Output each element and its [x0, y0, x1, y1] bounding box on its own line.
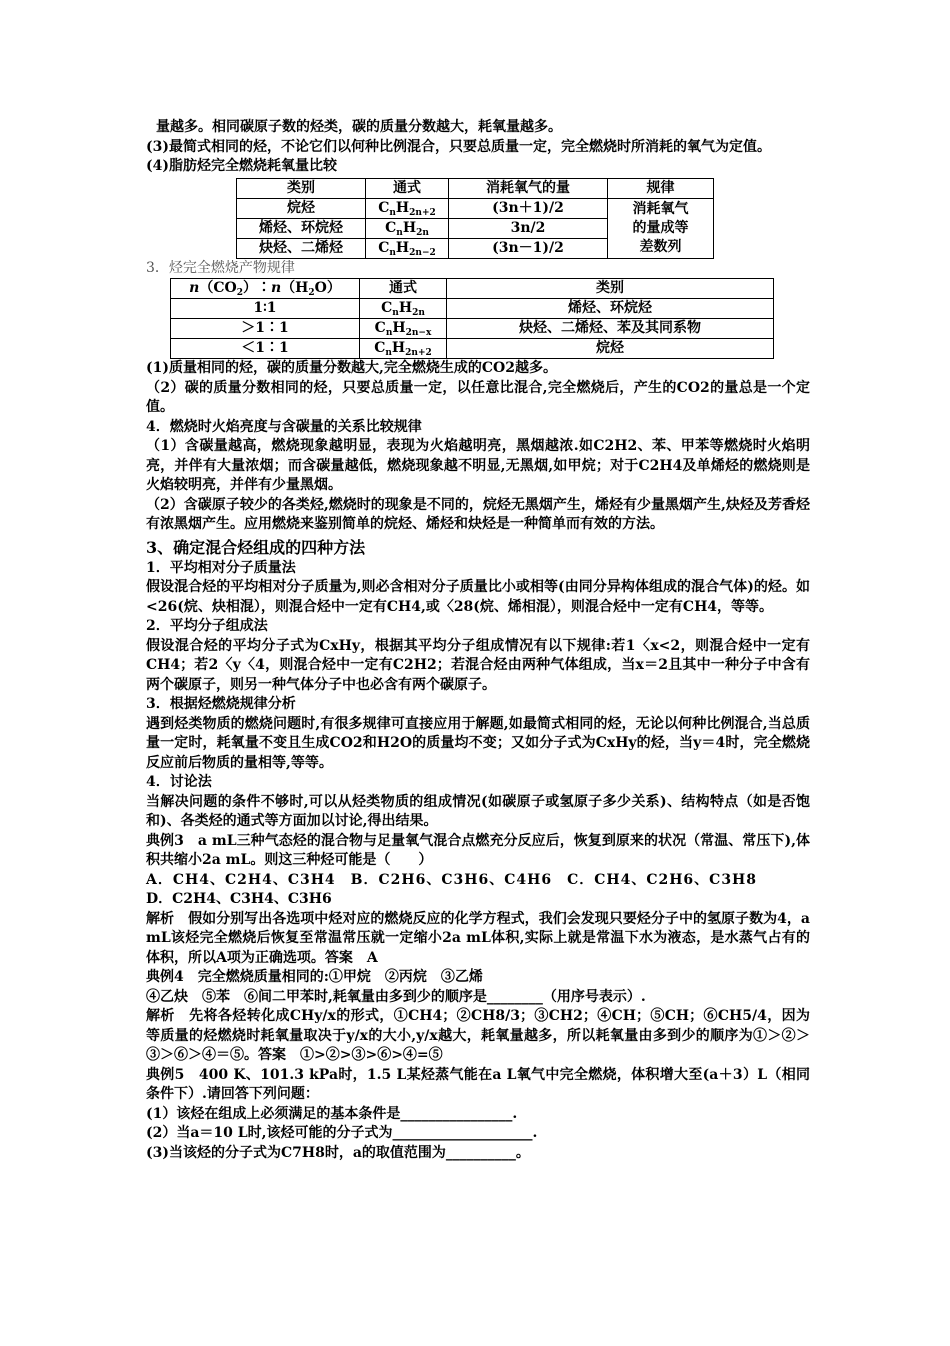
table-header-row — [237, 178, 714, 198]
table-cell-formula: $C_nH_{2n}$ — [360, 299, 447, 319]
table-cell: 炔烃、二烯烃 — [237, 238, 366, 258]
example-5-question-2: (2）当a＝10 L时,该烃可能的分子式为____________________. — [146, 1125, 538, 1141]
section-title-products: 3．烃完全燃烧产物规律 — [146, 259, 295, 276]
table-cell: ＞1∶1 — [171, 319, 360, 339]
method-2-body: 假设混合烃的平均分子式为CxHy，根据其平均分子组成情况有以下规律:若1〈x<2，则混合烃中一定有CH4；若2〈y〈4，则混合烃中一定有C2H2；若混合烃由两种气体组成，当x＝2且其中一种分子中含有两个碳原子，则另一种气体分子中也必含有两个碳原子。 — [146, 637, 810, 693]
method-3-title: 3．根据烃燃烧规律分析 — [146, 696, 296, 712]
table-header: 消耗氧气的量 — [449, 178, 608, 198]
combustion-products-table — [170, 278, 774, 359]
table-cell: (3n－1)/2 — [449, 238, 608, 258]
section-4-point-1: （1）含碳量越高，燃烧现象越明显，表现为火焰越明亮，黑烟越浓.如C2H2、苯、甲苯等燃烧时火焰明亮，并伴有大量浓烟；而含碳量越低，燃烧现象越不明显,无黑烟,如甲烷；对于C2H4及单烯烃的燃烧则是火焰较明亮，并伴有少量黑烟。 — [146, 438, 810, 493]
example-5-stem: 典例5 400 K、101.3 kPa时，1.5 L某烃蒸气能在a L氧气中完全燃烧，体积增大至(a＋3）L（相同条件下）.请回答下列问题： — [146, 1066, 810, 1102]
example-3-analysis: 解析 假如分别写出各选项中烃对应的燃烧反应的化学方程式，我们会发现只要烃分子中的氢原子数为4，a mL该烃完全燃烧后恢复至常温常压就一定缩小2a mL体积,实际上就是常温下水为液态，是水蒸气占有的体积，所以A项为正确选项。答案 A — [146, 910, 810, 966]
table-cell-formula: $C_nH_{2n+2}$ — [360, 339, 447, 359]
aliphatic-oxygen-table — [236, 178, 714, 259]
table-header: 通式 — [360, 279, 447, 299]
products-point-2: （2）碳的质量分数相同的烃，只要总质量一定，以任意比混合,完全燃烧后，产生的CO2的量总是一个定值。 — [146, 379, 810, 415]
table-cell-formula: $C_nH_{2n-x}$ — [360, 319, 447, 339]
method-1-body: 假设混合烃的平均相对分子质量为,则必含相对分子质量比小或相等(由同分异构体组成的混合气体)的烃。如<26(烷、炔相混），则混合烃中一定有CH4,或〈28(烷、烯相混），则混合烃中一定有CH4，等等。 — [146, 579, 810, 615]
example-3-stem: 典例3 a mL三种气态烃的混合物与足量氧气混合点燃充分反应后，恢复到原来的状况（常温、常压下),体积共缩小2a mL。则这三种烃可能是（ ） — [146, 832, 810, 868]
table-header: 规律 — [608, 178, 714, 198]
rule-line: 的量成等 — [632, 219, 689, 236]
intro-line: 量越多。相同碳原子数的烃类，碳的质量分数越大，耗氧量越多。 — [156, 119, 562, 135]
table-cell: 3n/2 — [449, 218, 608, 238]
table-header-row — [171, 279, 774, 299]
method-2-title: 2．平均分子组成法 — [146, 618, 268, 634]
table-cell-rule — [608, 198, 714, 258]
example-4-stem-2: ④乙炔 ⑤苯 ⑥间二甲苯时,耗氧量由多到少的顺序是________（用序号表示）. — [146, 988, 646, 1005]
section-4-title: 4．燃烧时火焰亮度与含碳量的关系比较规律 — [146, 418, 422, 435]
table-cell: 烯烃、环烷烃 — [447, 299, 774, 319]
table-cell: 烯烃、环烷烃 — [237, 218, 366, 238]
section-4-point-2: （2）含碳原子较少的各类烃,燃烧时的现象是不同的，烷烃无黑烟产生，烯烃有少量黑烟产生,炔烃及芳香烃有浓黑烟产生。应用燃烧来鉴别简单的烷烃、烯烃和炔烃是一种简单而有效的方法。 — [146, 496, 810, 532]
method-3-body: 遇到烃类物质的燃烧问题时,有很多规律可直接应用于解题,如最简式相同的烃，无论以何种比例混合,当总质量一定时，耗氧量不变且生成CO2和H2O的质量均不变；又如分子式为CxHy的烃，当y＝4时，完全燃烧反应前后物质的量相等,等等。 — [146, 715, 810, 771]
methods-title: 3、确定混合烃组成的四种方法 — [146, 537, 366, 557]
example-4-analysis: 解析 先将各烃转化成CHy/x的形式，①CH4；②CH8/3；③CH2；④CH；⑤CH；⑥CH5/4，因为等质量的烃燃烧时耗氧量取决于y/x的大小,y/x越大，耗氧量越多，所以耗氧量由多到少的顺序为①＞②＞③＞⑥＞④＝⑤。答案 ①>②>③>⑥>④=⑤ — [146, 1008, 810, 1063]
table-cell: ＜1∶1 — [171, 339, 360, 359]
table-cell-formula: $C_nH_{2n-2}$ — [366, 238, 449, 258]
table-header: 通式 — [366, 178, 449, 198]
example-5-question-3: (3)当该烃的分子式为C7H8时，a的取值范围为__________。 — [146, 1144, 530, 1161]
example-3-options: A．CH4、C2H4、C3H4 B．C2H6、C3H6、C4H6 C．CH4、C2H6、C3H8 — [146, 871, 758, 888]
table-row — [171, 299, 774, 319]
document-page — [146, 118, 810, 1163]
table-row — [171, 319, 774, 339]
table-row — [237, 198, 714, 218]
example-3-option-d: D．C2H4、C3H4、C3H6 — [146, 891, 332, 907]
rule-line: 消耗氧气 — [632, 200, 689, 217]
rule-line: 差数列 — [639, 238, 682, 255]
table-header: 类别 — [447, 279, 774, 299]
rule-3: (3)最简式相同的烃，不论它们以何种比例混合，只要总质量一定，完全燃烧时所消耗的氧气为定值。 — [146, 138, 771, 155]
table-header: $n(CO_2)∶n(H_2O)$ — [171, 279, 360, 299]
example-4-stem-1: 典例4 完全燃烧质量相同的:①甲烷 ②丙烷 ③乙烯 — [146, 969, 483, 985]
table-cell-formula: $C_nH_{2n+2}$ — [366, 198, 449, 218]
table-row — [171, 339, 774, 359]
table-cell: 烷烃 — [237, 198, 366, 218]
rule-4-heading: (4)脂肪烃完全燃烧耗氧量比较 — [146, 158, 337, 174]
table-header: 类别 — [237, 178, 366, 198]
products-point-1: (1)质量相同的烃，碳的质量分数越大,完全燃烧生成的CO2越多。 — [146, 360, 557, 376]
method-1-title: 1．平均相对分子质量法 — [146, 559, 296, 576]
table-cell-formula: $C_nH_{2n}$ — [366, 218, 449, 238]
example-5-question-1: (1）该烃在组成上必须满足的基本条件是________________. — [146, 1105, 518, 1122]
method-4-title: 4．讨论法 — [146, 774, 212, 790]
table-cell: (3n＋1)/2 — [449, 198, 608, 218]
table-cell: 炔烃、二烯烃、苯及其同系物 — [447, 319, 774, 339]
table-cell: 烷烃 — [447, 339, 774, 359]
method-4-body: 当解决问题的条件不够时,可以从烃类物质的组成情况(如碳原子或氢原子多少关系)、结构特点（如是否饱和)、各类烃的通式等方面加以讨论,得出结果。 — [146, 793, 810, 829]
table-cell: 1∶1 — [171, 299, 360, 319]
